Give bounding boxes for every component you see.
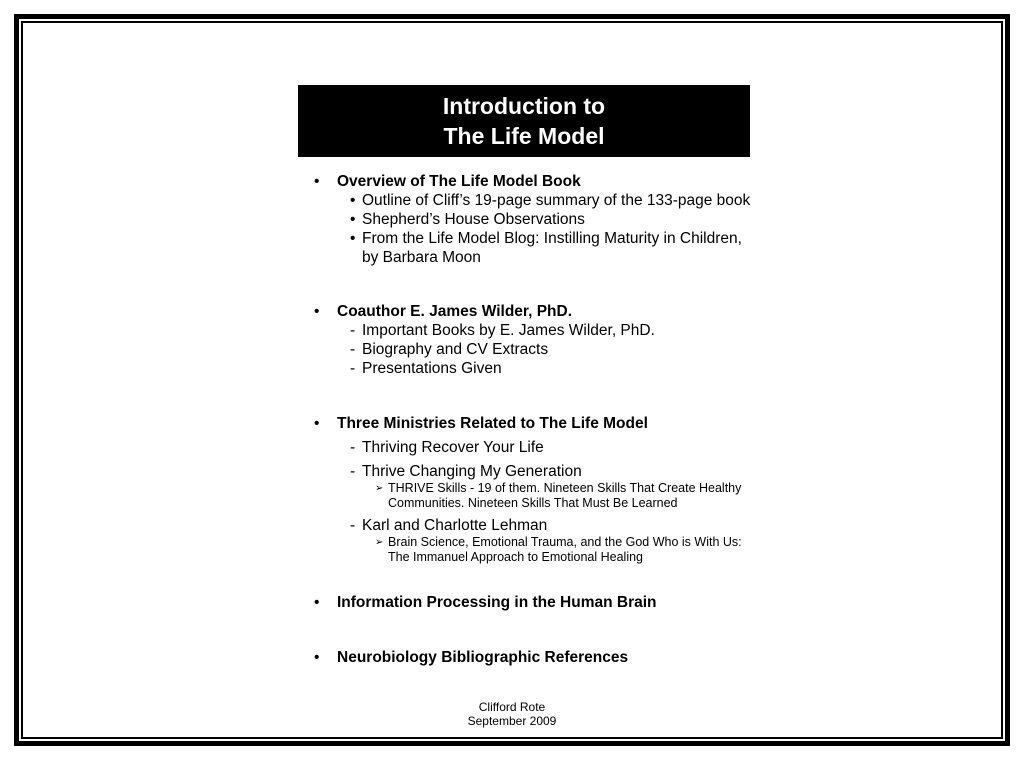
bullet-icon: • <box>350 211 356 228</box>
section-heading: Coauthor E. James Wilder, PhD. <box>337 303 572 320</box>
bullet-icon: • <box>314 303 320 320</box>
list-item-text: by Barbara Moon <box>362 249 481 266</box>
list-item <box>312 191 802 210</box>
slide-footer <box>0 700 1024 728</box>
sub-list-item-text: Communities. Nineteen Skills That Must Be Learned <box>388 496 678 510</box>
list-item <box>312 321 802 340</box>
list-item-text: Karl and Charlotte Lehman <box>362 517 548 534</box>
list-item <box>312 516 802 535</box>
title-line-1: Introduction to <box>442 93 606 119</box>
sub-list-item-text: The Immanuel Approach to Emotional Healing <box>388 550 644 564</box>
dash-icon: - <box>350 517 356 534</box>
sub-list-item <box>312 481 802 496</box>
bullet-icon: • <box>314 649 320 666</box>
sub-list-item-text: Brain Science, Emotional Trauma, and the God Who is With Us: <box>388 535 742 549</box>
bullet-icon: • <box>314 415 320 432</box>
list-item <box>312 462 802 481</box>
section-heading: Three Ministries Related to The Life Model <box>337 415 648 432</box>
list-item <box>312 340 802 359</box>
sub-list-item <box>312 535 802 550</box>
section-heading: Overview of The Life Model Book <box>337 173 581 190</box>
list-item <box>312 210 802 229</box>
dash-icon: - <box>350 322 356 339</box>
list-item <box>312 229 802 248</box>
list-item-continuation <box>312 248 802 267</box>
slide-title <box>298 85 750 157</box>
section-heading-neurobiology <box>312 648 802 667</box>
section-heading-coauthor <box>312 302 802 321</box>
footer-author: Clifford Rote <box>478 700 546 714</box>
bullet-icon: • <box>350 230 356 247</box>
dash-icon: - <box>350 341 356 358</box>
dash-icon: - <box>350 463 356 480</box>
bullet-icon: • <box>350 192 356 209</box>
section-heading-information-processing <box>312 593 802 612</box>
dash-icon: - <box>350 439 356 456</box>
section-heading-overview <box>312 172 802 191</box>
title-line-2: The Life Model <box>443 123 605 149</box>
arrow-bullet-icon: ➢ <box>375 483 384 494</box>
list-item-text: Outline of Cliff’s 19-page summary of the 133-page book <box>362 192 751 209</box>
sub-list-item-text: THRIVE Skills - 19 of them. Nineteen Skills That Create Healthy <box>388 481 742 495</box>
footer-date: September 2009 <box>467 714 557 728</box>
list-item-text: Important Books by E. James Wilder, PhD. <box>362 322 655 339</box>
list-item-text: Thrive Changing My Generation <box>362 463 582 480</box>
sub-list-item-continuation <box>312 496 802 511</box>
list-item-text: Thriving Recover Your Life <box>362 439 544 456</box>
list-item-text: Presentations Given <box>362 360 502 377</box>
dash-icon: - <box>350 360 356 377</box>
slide-content <box>312 170 802 667</box>
list-item-text: From the Life Model Blog: Instilling Maturity in Children, <box>362 230 742 247</box>
section-heading: Information Processing in the Human Brain <box>337 594 657 611</box>
bullet-icon: • <box>314 173 320 190</box>
sub-list-item-continuation <box>312 550 802 565</box>
list-item-text: Shepherd’s House Observations <box>362 211 585 228</box>
bullet-icon: • <box>314 594 320 611</box>
list-item <box>312 438 802 457</box>
arrow-bullet-icon: ➢ <box>375 537 384 548</box>
list-item-text: Biography and CV Extracts <box>362 341 549 358</box>
section-heading: Neurobiology Bibliographic References <box>337 649 629 666</box>
section-heading-ministries <box>312 414 802 433</box>
list-item <box>312 359 802 378</box>
